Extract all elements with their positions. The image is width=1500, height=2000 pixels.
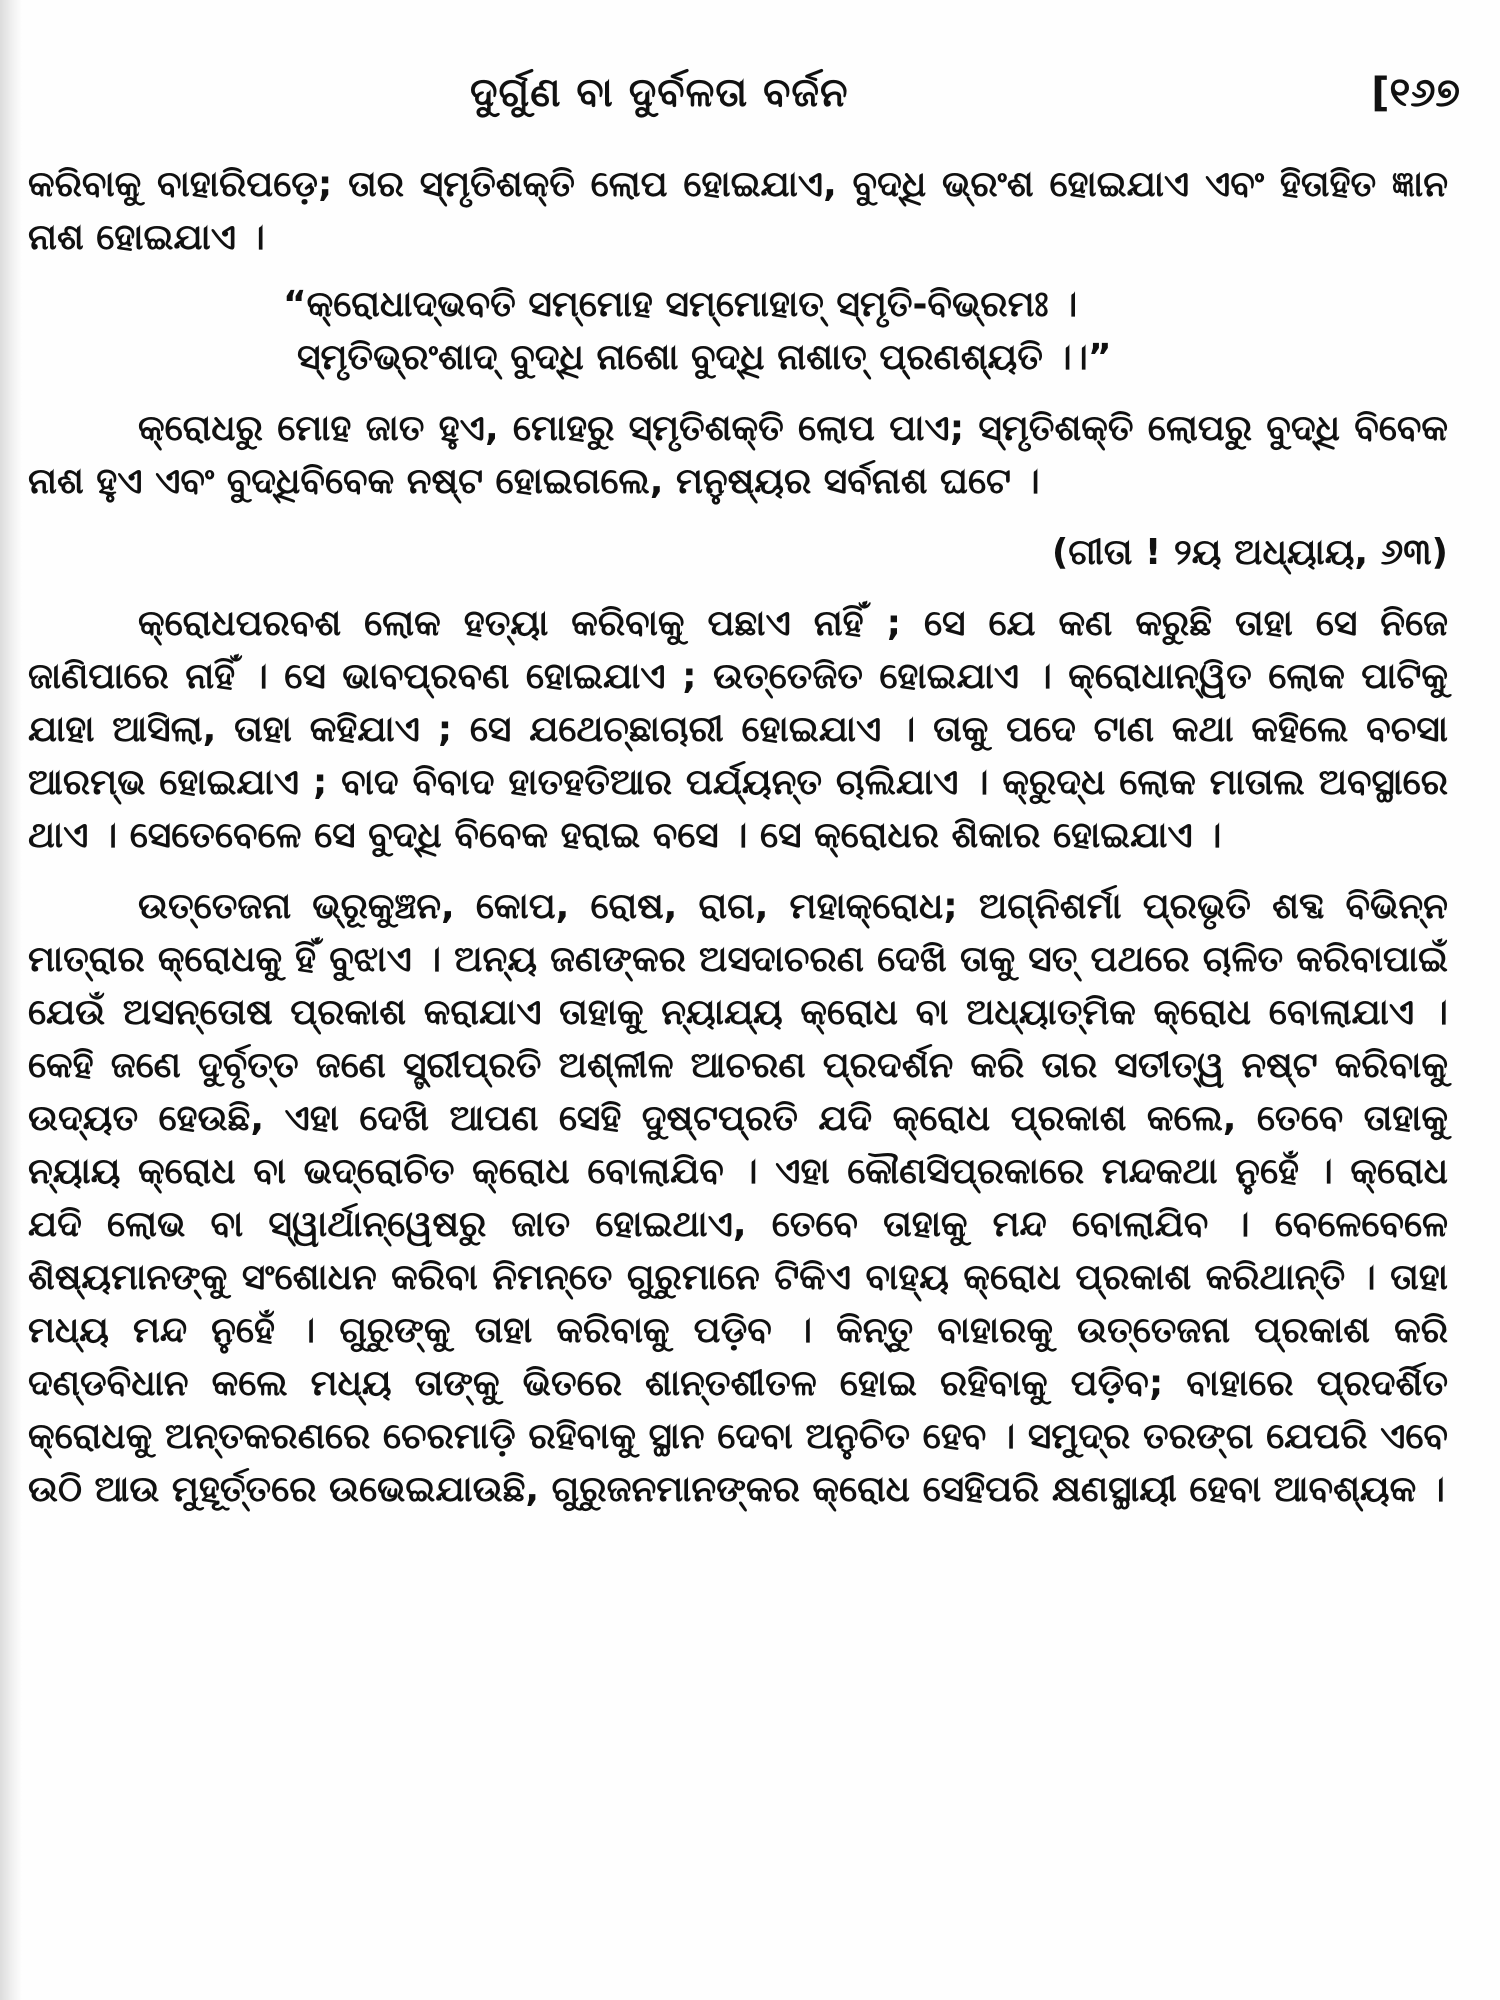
verse-quote: [283, 278, 1448, 384]
page-number: [୧୬୭: [1371, 70, 1460, 116]
paragraph-anger-effects: କ୍ରୋଧପରବଶ ଲୋକ ହତ୍ୟା କରିବାକୁ ପଛାଏ ନାହିଁ ; ସେ ଯେ କଣ କରୁଛି ତାହା ସେ ନିଜେ ଜାଣିପାରେ ନାହିଁ । ସେ ଭାବପ୍ରବଣ ହୋଇଯାଏ ; ଉତ୍ତେଜିତ ହୋଇଯାଏ । କ୍ରୋଧାନ୍ୱିତ ଲୋକ ପାଟିକୁ ଯାହା ଆସିଲା, ତାହା କହିଯାଏ ; ସେ ଯଥେଚ୍ଛାଚାରୀ ହୋଇଯାଏ । ତାକୁ ପଦେ ଟାଣ କଥା କହିଲେ ବଚସା ଆରମ୍ଭ ହୋଇଯାଏ ; ବାଦ ବିବାଦ ହାତହତିଆର ପର୍ଯ୍ୟନ୍ତ ଚାଲିଯାଏ । କ୍ରୁଦ୍ଧ ଲୋକ ମାତାଲ ଅବସ୍ଥାରେ ଥାଏ । ସେତେବେଳେ ସେ ବୁଦ୍ଧି ବିବେକ ହରାଇ ବସେ । ସେ କ୍ରୋଧର ଶିକାର ହୋଇଯାଏ ।: [28, 603, 1448, 856]
verse-line-1: “କ୍ରୋଧାଦ୍‌ଭବତି ସମ୍ମୋହ ସମ୍ମୋହାତ୍‌ ସ୍ମୃତି-ବିଭ୍ରମଃ ।: [283, 284, 1078, 325]
page-title: ଦୁର୍ଗୁଣ ବା ଦୁର୍ବଳତା ବର୍ଜନ: [470, 70, 849, 116]
verse-line-2: ସ୍ମୃତିଭ୍ରଂଶାଦ୍‌ ବୁଦ୍ଧି ନାଶୋ ବୁଦ୍ଧି ନାଶାତ୍‌ ପ୍ରଣଶ୍ୟତି ।।”: [297, 337, 1112, 378]
paragraph-verse-explanation: କ୍ରୋଧରୁ ମୋହ ଜାତ ହୁଏ, ମୋହରୁ ସ୍ମୃତିଶକ୍ତି ଲୋପ ପାଏ; ସ୍ମୃତିଶକ୍ତି ଲୋପରୁ ବୁଦ୍ଧି ବିବେକ ନାଶ ହୁଏ ଏବଂ ବୁଦ୍ଧିବିବେକ ନଷ୍ଟ ହୋଇଗଲେ, ମନୁଷ୍ୟର ସର୍ବନାଶ ଘଟେ ।: [28, 408, 1448, 502]
paragraph-righteous-anger: ଉତ୍ତେଜନା ଭ୍ରୂକୁଞ୍ଚନ, କୋପ, ରୋଷ, ରାଗ, ମହାକ୍ରୋଧ; ଅଗ୍ନିଶର୍ମା ପ୍ରଭୃତି ଶବ୍ଦ ବିଭିନ୍ନ ମାତ୍ରାର କ୍ରୋଧକୁ ହିଁ ବୁଝାଏ । ଅନ୍ୟ ଜଣଙ୍କର ଅସଦାଚରଣ ଦେଖି ତାକୁ ସତ୍‌ ପଥରେ ଚାଳିତ କରିବାପାଇଁ ଯେଉଁ ଅସନ୍ତୋଷ ପ୍ରକାଶ କରାଯାଏ ତାହାକୁ ନ୍ୟାଯ୍ୟ କ୍ରୋଧ ବା ଅଧ୍ୟାତ୍ମିକ କ୍ରୋଧ ବୋଲାଯାଏ । କେହି ଜଣେ ଦୁର୍ବୃତ୍ତ ଜଣେ ସ୍ତ୍ରୀପ୍ରତି ଅଶ୍ଳୀଳ ଆଚରଣ ପ୍ରଦର୍ଶନ କରି ତାର ସତୀତ୍ୱ ନଷ୍ଟ କରିବାକୁ ଉଦ୍ୟତ ହେଉଛି, ଏହା ଦେଖି ଆପଣ ସେହି ଦୁଷ୍ଟପ୍ରତି ଯଦି କ୍ରୋଧ ପ୍ରକାଶ କଲେ, ତେବେ ତାହାକୁ ନ୍ୟାୟ କ୍ରୋଧ ବା ଭଦ୍ରୋଚିତ କ୍ରୋଧ ବୋଲାଯିବ । ଏହା କୌଣସିପ୍ରକାରେ ମନ୍ଦକଥା ନୁହେଁ । କ୍ରୋଧ ଯଦି ଲୋଭ ବା ସ୍ୱାର୍ଥାନ୍ୱେଷରୁ ଜାତ ହୋଇଥାଏ, ତେବେ ତାହାକୁ ମନ୍ଦ ବୋଲାଯିବ । ବେଳେବେଳେ ଶିଷ୍ୟମାନଙ୍କୁ ସଂଶୋଧନ କରିବା ନିମନ୍ତେ ଗୁରୁମାନେ ଟିକିଏ ବାହ୍ୟ କ୍ରୋଧ ପ୍ରକାଶ କରିଥାନ୍ତି । ତାହା ମଧ୍ୟ ମନ୍ଦ ନୁହେଁ । ଗୁରୁଙ୍କୁ ତାହା କରିବାକୁ ପଡ଼ିବ । କିନ୍ତୁ ବାହାରକୁ ଉତ୍ତେଜନା ପ୍ରକାଶ କରି ଦଣ୍ଡବିଧାନ କଲେ ମଧ୍ୟ ତାଙ୍କୁ ଭିତରେ ଶାନ୍ତଶୀତଳ ହୋଇ ରହିବାକୁ ପଡ଼ିବ; ବାହାରେ ପ୍ରଦର୍ଶିତ କ୍ରୋଧକୁ ଅନ୍ତକରଣରେ ଚେରମାଡ଼ି ରହିବାକୁ ସ୍ଥାନ ଦେବା ଅନୁଚିତ ହେବ । ସମୁଦ୍ର ତରଙ୍ଗ ଯେପରି ଏବେ ଉଠି ଆଉ ମୁହୂର୍ତ୍ତରେ ଉଭେଇଯାଉଛି, ଗୁରୁଜନମାନଙ୍କର କ୍ରୋଧ ସେହିପରି କ୍ଷଣସ୍ଥାୟୀ ହେବା ଆବଶ୍ୟକ ।: [28, 886, 1448, 1510]
verse-citation: (ଗୀତା ! ୨ୟ ଅଧ୍ୟାୟ, ୬୩): [1051, 532, 1448, 573]
paragraph-continuation: କରିବାକୁ ବାହାରିପଡ଼େ; ତାର ସ୍ମୃତିଶକ୍ତି ଲୋପ ହୋଇଯାଏ, ବୁଦ୍ଧି ଭ୍ରଂଶ ହୋଇଯାଏ ଏବଂ ହିତାହିତ ଜ୍ଞାନ ନାଶ ହୋଇଯାଏ ।: [28, 164, 1448, 258]
page-header: [0, 70, 1500, 130]
page-body: [28, 158, 1448, 1516]
page-binding-shadow: [0, 0, 22, 2000]
